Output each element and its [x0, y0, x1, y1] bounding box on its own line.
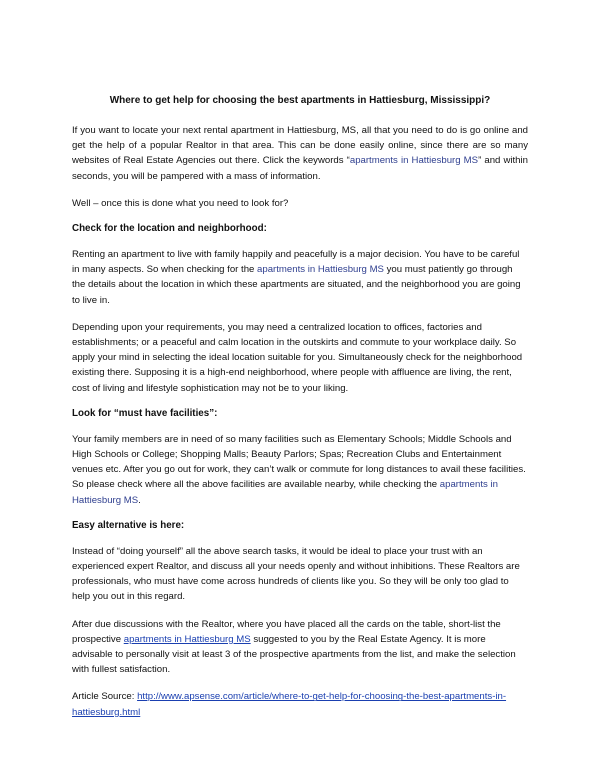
intro-text-after: ” and within seconds, you will be pampered with a mass of information. — [72, 155, 528, 182]
location-paragraph-2: Depending upon your requirements, you may need a centralized location to offices, factories and establishments; or a peaceful and calm location in the outskirts and commute to your workplace daily. So apply your mind in selecting the ideal location suitable for you. Simultaneously check for the neighborhood existing there. Supposing it is a high-end neighborhood, where people with affluence are living, the rent, cost of living and lifestyle sophistication may not be to your liking. — [72, 321, 523, 394]
location-keyword-link[interactable]: apartments in Hattiesburg MS — [257, 264, 384, 276]
alternative-text-after: suggested to you by the Real Estate Agency. It is more advisable to personally visit at least 3 of the prospective apartments from the list, and make the selection with fullest satisfaction. — [72, 633, 516, 676]
section-heading-alternative: Easy alternative is here: — [72, 519, 185, 531]
location-text-before: Renting an apartment to live with family happily and peacefully is a major decision. You have to be careful in many aspects. So when checking for the — [72, 249, 520, 276]
facilities-keyword-link[interactable]: apartments in Hattiesburg MS — [72, 479, 498, 506]
facilities-text-before: Your family members are in need of so many facilities such as Elementary Schools; Middle Schools and High Schools or College; Shopping Malls; Beauty Parlors; Spas; Recreation Clubs and Entertainment venues etc. After you go out for work, they can’t walk or commute for long distances to avail these facilities. So please check where all the above facilities are available nearby, while checking the — [72, 433, 526, 491]
intro-paragraph — [72, 123, 528, 184]
facilities-text-after: . — [138, 494, 141, 506]
location-paragraph-1 — [72, 247, 528, 308]
keyword-link[interactable]: apartments in Hattiesburg MS — [349, 155, 479, 167]
article-source-label: Article Source: — [72, 691, 138, 703]
section-heading-location: Check for the location and neighborhood: — [72, 223, 267, 235]
alternative-paragraph-1: Instead of “doing yourself” all the above search tasks, it would be ideal to place your trust with an experienced expert Realtor, and discuss all your needs openly and without inhibitions. These Realtors are professionals, who must have come across hundreds of clients like you. So they will be only too glad to help you out in this regard. — [72, 545, 520, 603]
page-title: Where to get help for choosing the best apartments in Hattiesburg, Mississippi? — [109, 95, 491, 106]
well-paragraph: Well – once this is done what you need to look for? — [72, 197, 289, 209]
article-source — [72, 689, 528, 719]
alternative-paragraph-2 — [72, 617, 528, 678]
intro-text-before: If you want to locate your next rental apartment in Hattiesburg, MS, all that you need to do is go online and get the help of a popular Realtor in that area. This can be done easily online, since there are so many websites of Real Estate Agencies out there. Click the keywords “ — [72, 125, 528, 167]
alternative-keyword-link[interactable]: apartments in Hattiesburg MS — [123, 633, 251, 645]
article-source-link[interactable]: http://www.apsense.com/article/where-to-get-help-for-choosing-the-best-apartments-in-hattiesburg.html — [72, 691, 507, 718]
location-text-after: you must patiently go through the details about the location in which these apartments are situated, and the neighborhood you are going to live in. — [72, 264, 521, 306]
alternative-text-before: After due discussions with the Realtor, where you have placed all the cards on the table, short-list the prospective — [72, 618, 501, 645]
facilities-paragraph — [72, 432, 528, 508]
section-heading-facilities: Look for “must have facilities”: — [72, 407, 218, 419]
